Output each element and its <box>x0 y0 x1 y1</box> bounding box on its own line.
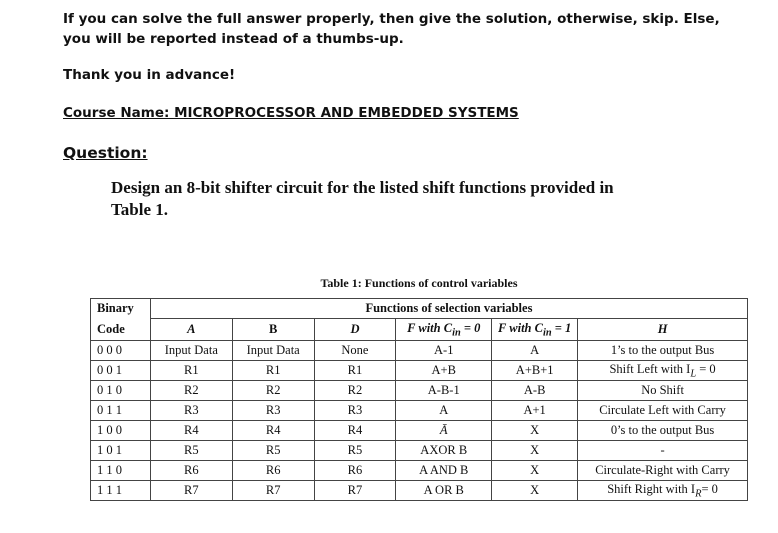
cell-code: 0 1 1 <box>91 401 151 421</box>
cell-b: R7 <box>232 481 314 501</box>
table-caption: Table 1: Functions of control variables <box>320 276 518 290</box>
cell-f1: A+1 <box>492 401 578 421</box>
cell-a: R3 <box>150 401 232 421</box>
table-row <box>91 461 748 481</box>
h-text: Shift Left with I <box>609 361 691 376</box>
intro-line-1: If you can solve the full answer properly, then give the solution, otherwise, skip. Else, <box>63 11 720 27</box>
cell-b: R1 <box>232 361 314 381</box>
intro-line-2: you will be reported instead of a thumbs-up. <box>63 31 404 47</box>
cell-f0: AXOR B <box>396 441 492 461</box>
cell-h: Circulate Left with Carry <box>578 401 748 421</box>
cell-a: R5 <box>150 441 232 461</box>
cell-f0: A+B <box>396 361 492 381</box>
cell-f0: A-1 <box>396 341 492 361</box>
cell-code: 1 0 0 <box>91 421 151 441</box>
cell-code: 1 1 0 <box>91 461 151 481</box>
cell-b: R4 <box>232 421 314 441</box>
table-row <box>91 441 748 461</box>
cell-code: 0 0 1 <box>91 361 151 381</box>
cell-d: R3 <box>314 401 396 421</box>
cell-b: R2 <box>232 381 314 401</box>
table-row <box>91 341 748 361</box>
cell-code: 1 0 1 <box>91 441 151 461</box>
cell-code: 0 0 0 <box>91 341 151 361</box>
cell-f0: A OR B <box>396 481 492 501</box>
cell-a: Input Data <box>150 341 232 361</box>
binary-code-header-2 <box>91 319 151 341</box>
table-row <box>91 421 748 441</box>
col-header-a: A <box>150 319 232 341</box>
col-header-f-cin-0 <box>396 319 492 341</box>
binary-code-header-line-1: Binary <box>97 301 134 316</box>
course-name: Course Name: MICROPROCESSOR AND EMBEDDED SYSTEMS <box>63 105 519 121</box>
cell-f0: A-B-1 <box>396 381 492 401</box>
cell-h: No Shift <box>578 381 748 401</box>
cell-f0: A <box>396 401 492 421</box>
table-row <box>91 401 748 421</box>
f0-suffix: = 0 <box>460 320 481 335</box>
f0-label: F with C <box>407 320 453 335</box>
group-header: Functions of selection variables <box>150 299 747 319</box>
col-header-b: B <box>232 319 314 341</box>
table-header-row-2 <box>91 319 748 341</box>
cell-d: R6 <box>314 461 396 481</box>
table-header-row-1 <box>91 299 748 319</box>
cell-d: R4 <box>314 421 396 441</box>
cell-h: - <box>578 441 748 461</box>
cell-d: R5 <box>314 441 396 461</box>
h-text: Shift Right with I <box>607 481 696 496</box>
binary-code-header <box>91 299 151 319</box>
functions-table <box>90 298 748 501</box>
cell-f1: A-B <box>492 381 578 401</box>
cell-h <box>578 361 748 381</box>
cell-a: R1 <box>150 361 232 381</box>
question-text <box>111 177 701 221</box>
cell-code: 0 1 0 <box>91 381 151 401</box>
h-sub: R <box>695 488 702 500</box>
cell-h <box>578 481 748 501</box>
col-header-h: H <box>578 319 748 341</box>
table-row <box>91 361 748 381</box>
h-post: = 0 <box>696 361 716 376</box>
cell-b: Input Data <box>232 341 314 361</box>
cell-d: None <box>314 341 396 361</box>
table-row <box>91 381 748 401</box>
cell-d: R1 <box>314 361 396 381</box>
question-label: Question: <box>63 144 148 162</box>
binary-code-header-line-2: Code <box>97 321 125 336</box>
cell-f1: X <box>492 481 578 501</box>
cell-f1: X <box>492 441 578 461</box>
cell-f1: X <box>492 421 578 441</box>
table-row <box>91 481 748 501</box>
cell-f1: X <box>492 461 578 481</box>
h-sub: L <box>690 368 697 380</box>
cell-a: R2 <box>150 381 232 401</box>
f1-suffix: = 1 <box>551 320 572 335</box>
cell-a: R7 <box>150 481 232 501</box>
intro-text <box>63 9 743 49</box>
h-post: = 0 <box>701 481 718 496</box>
col-header-d: D <box>314 319 396 341</box>
cell-b: R3 <box>232 401 314 421</box>
cell-f0: Ā <box>396 421 492 441</box>
col-header-f-cin-1 <box>492 319 578 341</box>
cell-b: R6 <box>232 461 314 481</box>
f0-sub: in <box>452 327 461 339</box>
f1-sub: in <box>542 327 552 339</box>
cell-f1: A <box>492 341 578 361</box>
cell-f1: A+B+1 <box>492 361 578 381</box>
cell-h: Circulate-Right with Carry <box>578 461 748 481</box>
cell-d: R2 <box>314 381 396 401</box>
thanks-text: Thank you in advance! <box>63 67 236 83</box>
cell-h: 0’s to the output Bus <box>578 421 748 441</box>
cell-a: R4 <box>150 421 232 441</box>
question-line-2: Table 1. <box>111 200 169 219</box>
cell-d: R7 <box>314 481 396 501</box>
cell-code: 1 1 1 <box>91 481 151 501</box>
cell-a: R6 <box>150 461 232 481</box>
cell-h: 1’s to the output Bus <box>578 341 748 361</box>
cell-f0: A AND B <box>396 461 492 481</box>
f1-label: F with C <box>498 320 543 335</box>
question-line-1: Design an 8-bit shifter circuit for the listed shift functions provided in <box>111 178 614 197</box>
cell-b: R5 <box>232 441 314 461</box>
